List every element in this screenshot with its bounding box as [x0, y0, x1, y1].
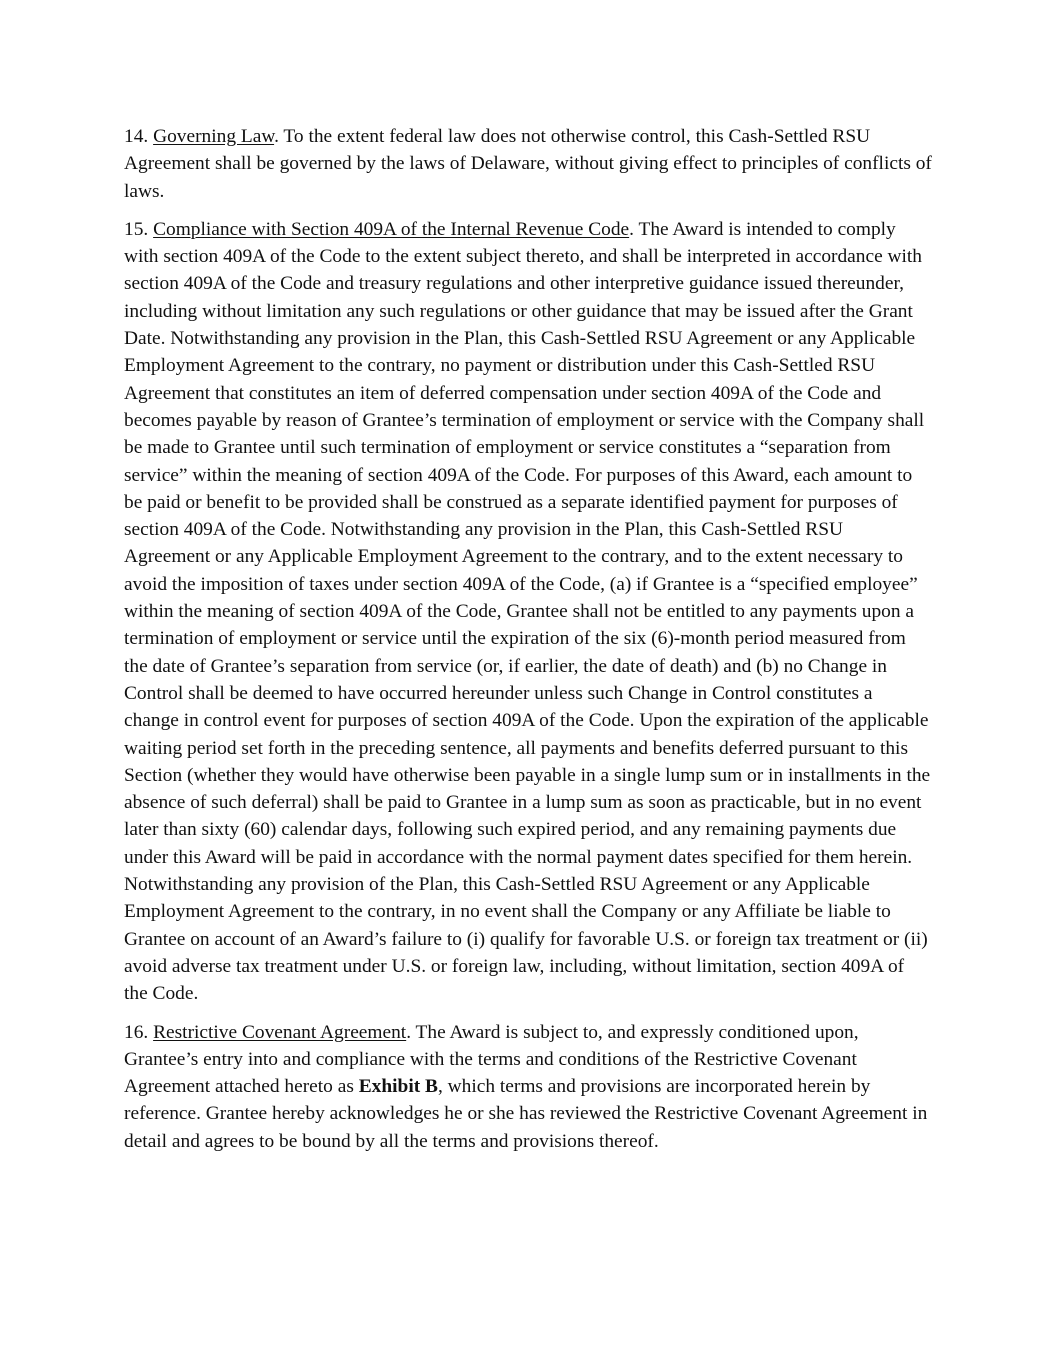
section-text: . The Award is intended to comply with section 409A of the Code to the extent subject thereto, and shall be interpreted in accordance with section 409A of the Code and treasury regulations and other interpretive guidance issued thereunder, including without limitation any such regulations or other guidance that may be issued after the Grant Date. Notwithstanding any provision in the Plan, this Cash-Settled RSU Agreement or any Applicable Employment Agreement to the contrary, no payment or distribution under this Cash-Settled RSU Agreement that constitutes an item of deferred compensation under section 409A of the Code and becomes payable by reason of Grantee’s termination of employment or service with the Company shall be made to Grantee until such termination of employment or service constitutes a “separation from service” within the meaning of section 409A of the Code. For purposes of this Award, each amount to be paid or benefit to be provided shall be construed as a separate identified payment for purposes of section 409A of the Code. Notwithstanding any provision in the Plan, this Cash-Settled RSU Agreement or any Applicable Employment Agreement to the contrary, and to the extent necessary to avoid the imposition of taxes under section 409A of the Code, (a) if Grantee is a “specified employee” within the meaning of section 409A of the Code, Grantee shall not be entitled to any payments upon a termination of employment or service until the expiration of the six (6)-month period measured from the date of Grantee’s separation from service (or, if earlier, the date of death) and (b) no Change in Control shall be deemed to have occurred hereunder unless such Change in Control constitutes a change in control event for purposes of section 409A of the Code. Upon the expiration of the applicable waiting period set forth in the preceding sentence, all payments and benefits deferred pursuant to this Section (whether they would have otherwise been payable in a single lump sum or in installments in the absence of such deferral) shall be paid to Grantee in a lump sum as soon as practicable, but in no event later than sixty (60) calendar days, following such expired period, and any remaining payments due under this Award will be paid in accordance with the normal payment dates specified for them herein. Notwithstanding any provision of the Plan, this Cash-Settled RSU Agreement or any Applicable Employment Agreement to the contrary, in no event shall the Company or any Affiliate be liable to Grantee on account of an Award’s failure to (i) qualify for favorable U.S. or foreign tax treatment or (ii) avoid adverse tax treatment under U.S. or foreign law, including, without limitation, section 409A of the Code. [124, 218, 931, 1005]
section-heading: Compliance with Section 409A of the Internal Revenue Code [153, 218, 630, 240]
section-15-compliance-409a [124, 216, 932, 1008]
section-number: 15. [124, 218, 154, 240]
section-heading: Governing Law [153, 126, 275, 147]
section-14-governing-law [124, 123, 932, 205]
section-16-restrictive-covenant [124, 1019, 932, 1155]
section-number: 14. [124, 126, 154, 147]
section-text-after: , which terms and provisions are incorporated herein by reference. Grantee hereby acknowledges he or she has reviewed the Restrictive Covenant Agreement in detail and agrees to be bound by all the terms and provisions thereof. [124, 1076, 928, 1152]
section-number: 16. [124, 1021, 154, 1043]
section-heading: Restrictive Covenant Agreement [153, 1021, 407, 1043]
section-text: . To the extent federal law does not otherwise control, this Cash-Settled RSU Agreement shall be governed by the laws of Delaware, without giving effect to principles of conflicts of laws. [124, 126, 932, 202]
exhibit-reference: Exhibit B [358, 1076, 438, 1098]
section-text-before: . The Award is subject to, and expressly conditioned upon, Grantee’s entry into and compliance with the terms and conditions of the Restrictive Covenant Agreement attached hereto as [124, 1021, 859, 1098]
document-page [124, 123, 932, 1166]
